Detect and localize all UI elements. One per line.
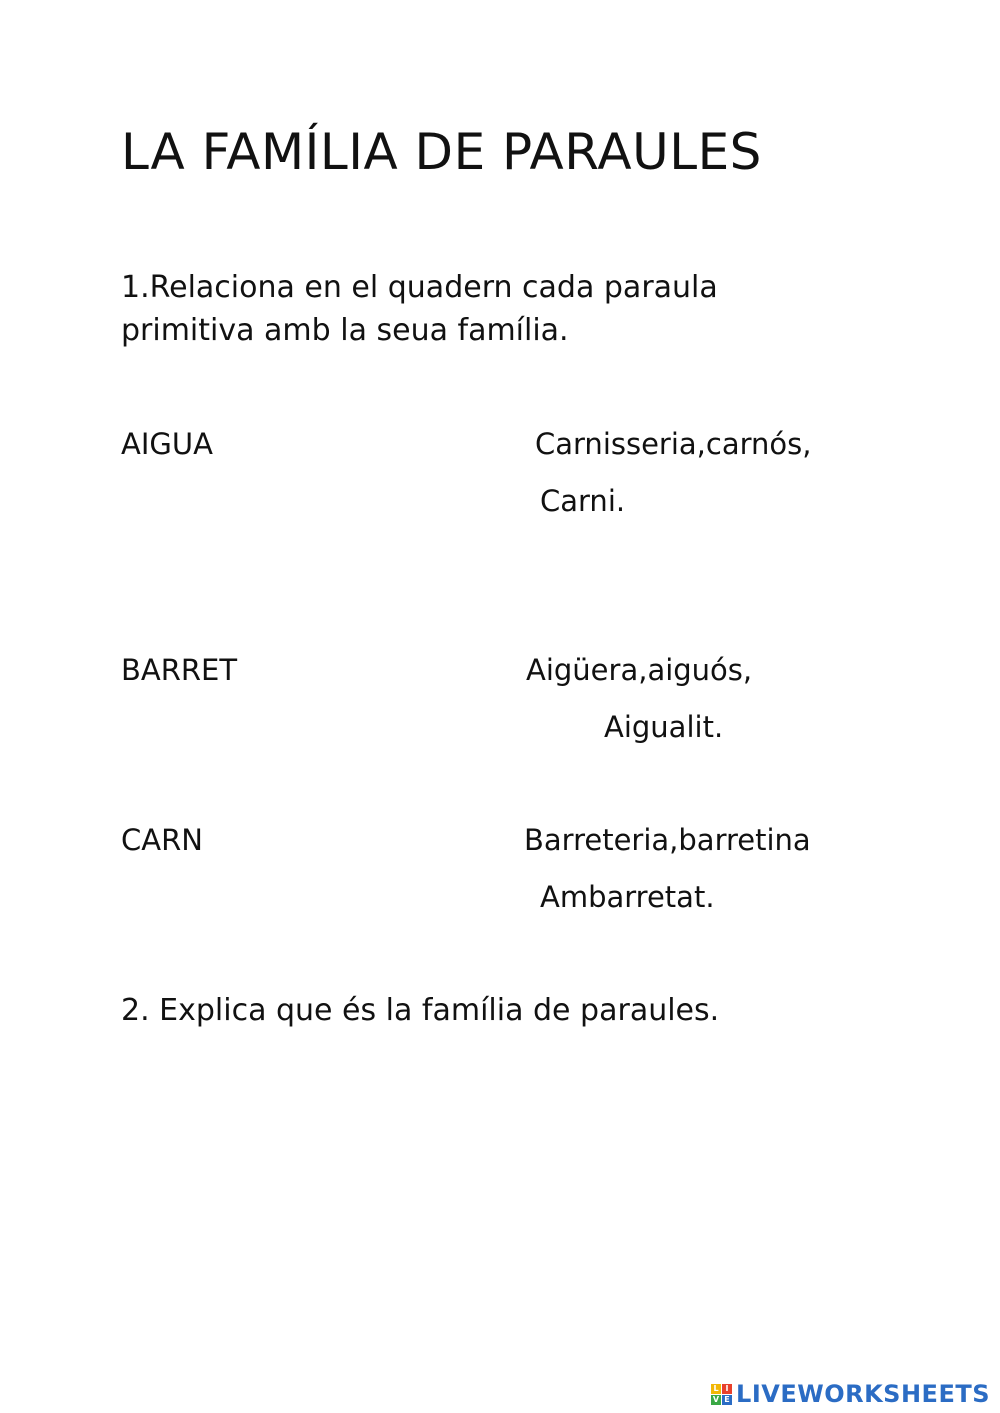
primitive-word-barret: BARRET bbox=[121, 653, 238, 687]
logo-square: L bbox=[711, 1384, 721, 1394]
page-title: LA FAMÍLIA DE PARAULES bbox=[121, 123, 762, 181]
family-words-line: Aigualit. bbox=[604, 710, 724, 744]
liveworksheets-logo[interactable] bbox=[711, 1376, 990, 1412]
primitive-word-carn: CARN bbox=[121, 823, 203, 857]
exercise-1-line-1: 1.Relaciona en el quadern cada paraula bbox=[121, 270, 718, 305]
family-words-line: Aigüera,aiguós, bbox=[526, 653, 753, 687]
family-words-line: Carnisseria,carnós, bbox=[535, 427, 812, 461]
logo-squares-icon bbox=[711, 1384, 732, 1405]
exercise-1-line-2: primitiva amb la seua família. bbox=[121, 313, 569, 348]
logo-square: E bbox=[722, 1395, 732, 1405]
logo-text: LIVEWORKSHEETS bbox=[736, 1380, 990, 1408]
logo-square: I bbox=[722, 1384, 732, 1394]
family-words-line: Carni. bbox=[540, 484, 626, 518]
family-words-line: Barreteria,barretina bbox=[524, 823, 811, 857]
primitive-word-aigua: AIGUA bbox=[121, 427, 213, 461]
exercise-2-prompt: 2. Explica que és la família de paraules. bbox=[121, 993, 720, 1028]
family-words-line: Ambarretat. bbox=[540, 880, 715, 914]
logo-square: V bbox=[712, 1394, 720, 1404]
